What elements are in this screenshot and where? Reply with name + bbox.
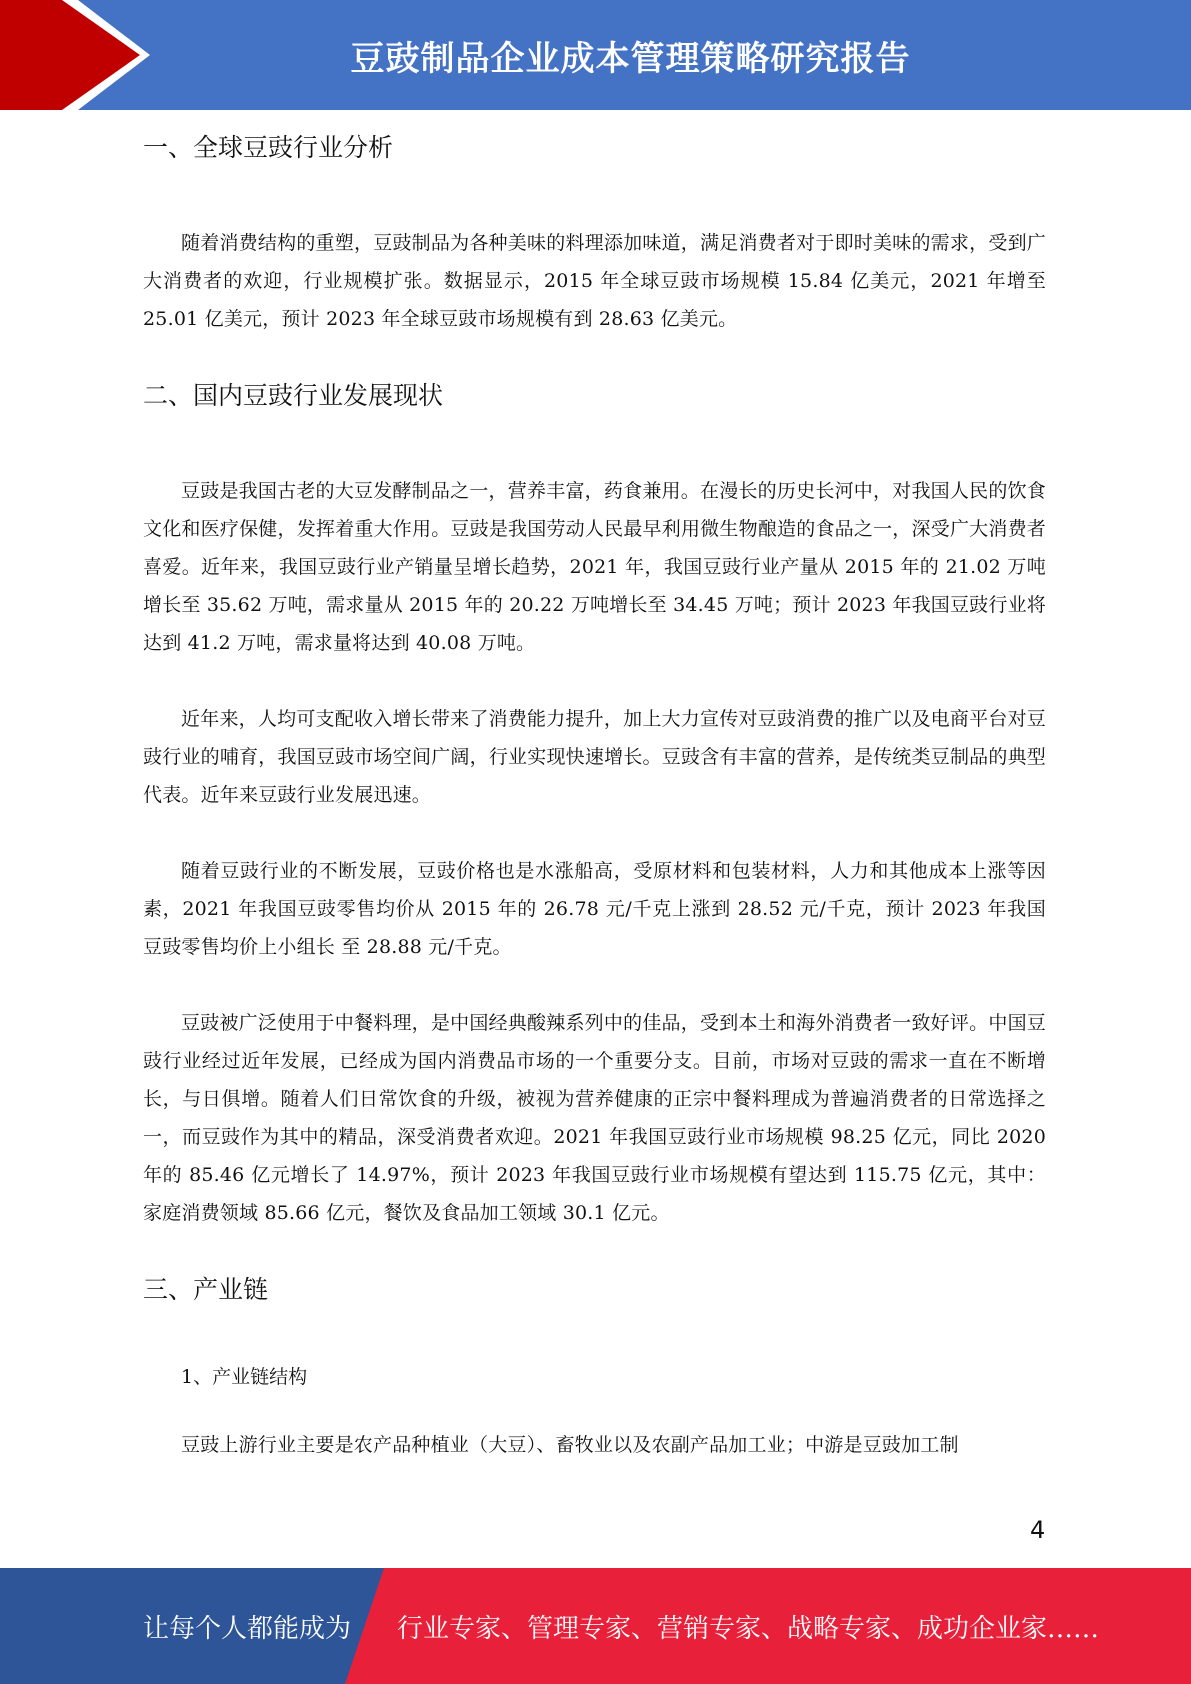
report-title: 豆豉制品企业成本管理策略研究报告	[350, 38, 911, 79]
red-arrow-shape	[0, 0, 150, 110]
footer-slogan-left: 让每个人都能成为	[143, 1613, 352, 1644]
paragraph-domestic-production: 豆豉是我国古老的大豆发酵制品之一，营养丰富，药食兼用。在漫长的历史长河中，对我国人民的饮食文化和医疗保健，发挥着重大作用。豆豉是我国劳动人民最早利用微生物酿造的食品之一，深受广大消费者喜爱。近年来，我国豆豉行业产销量呈增长趋势，2021 年，我国豆豉行业产量从 2015 年的 21.02 万吨增长至 35.62 万吨，需求量从 2015 年的 20.22 万吨增长至 34.45 万吨；预计 2023 年我国豆豉行业将达到 41.2 万吨，需求量将达到 40.08 万吨。	[143, 480, 1046, 654]
document-body	[143, 110, 1046, 1464]
paragraph-chain-structure: 豆豉上游行业主要是农产品种植业（大豆）、畜牧业以及农副产品加工业；中游是豆豉加工制	[181, 1434, 959, 1456]
paragraph-domestic-market-size: 豆豉被广泛使用于中餐料理，是中国经典酸辣系列中的佳品，受到本土和海外消费者一致好评。中国豆豉行业经过近年发展，已经成为国内消费品市场的一个重要分支。目前，市场对豆豉的需求一直在不断增长，与日俱增。随着人们日常饮食的升级，被视为营养健康的正宗中餐料理成为普遍消费者的日常选择之一，而豆豉作为其中的精品，深受消费者欢迎。2021 年我国豆豉行业市场规模 98.25 亿元，同比 2020 年的 85.46 亿元增长了 14.97%，预计 2023 年我国豆豉行业市场规模有望达到 115.75 亿元，其中：家庭消费领域 85.66 亿元，餐饮及食品加工领域 30.1 亿元。	[143, 1012, 1046, 1224]
paragraph-domestic-growth: 近年来，人均可支配收入增长带来了消费能力提升，加上大力宣传对豆豉消费的推广以及电商平台对豆豉行业的哺育，我国豆豉市场空间广阔，行业实现快速增长。豆豉含有丰富的营养，是传统类豆制品的典型代表。近年来豆豉行业发展迅速。	[143, 708, 1046, 806]
section-heading-industry-chain: 三、产业链	[143, 1275, 269, 1304]
page-footer	[0, 1568, 1191, 1684]
section-heading-global: 一、全球豆豉行业分析	[143, 133, 394, 162]
section-heading-domestic: 二、国内豆豉行业发展现状	[143, 381, 444, 410]
subheading-chain-structure: 1、产业链结构	[181, 1366, 308, 1388]
paragraph-domestic-price: 随着豆豉行业的不断发展，豆豉价格也是水涨船高，受原材料和包装材料，人力和其他成本上涨等因素，2021 年我国豆豉零售均价从 2015 年的 26.78 元/千克上涨到 28.52 元/千克，预计 2023 年我国豆豉零售均价上小组长 至 28.88 元/千克。	[143, 860, 1046, 958]
footer-slogan-right: 行业专家、管理专家、营销专家、战略专家、成功企业家……	[397, 1613, 1100, 1644]
page-number: 4	[1030, 1516, 1046, 1544]
page-header	[0, 0, 1191, 110]
paragraph-global-market: 随着消费结构的重塑，豆豉制品为各种美味的料理添加味道，满足消费者对于即时美味的需求，受到广大消费者的欢迎，行业规模扩张。数据显示，2015 年全球豆豉市场规模 15.84 亿美元，2021 年增至 25.01 亿美元，预计 2023 年全球豆豉市场规模有到 28.63 亿美元。	[143, 232, 1046, 330]
